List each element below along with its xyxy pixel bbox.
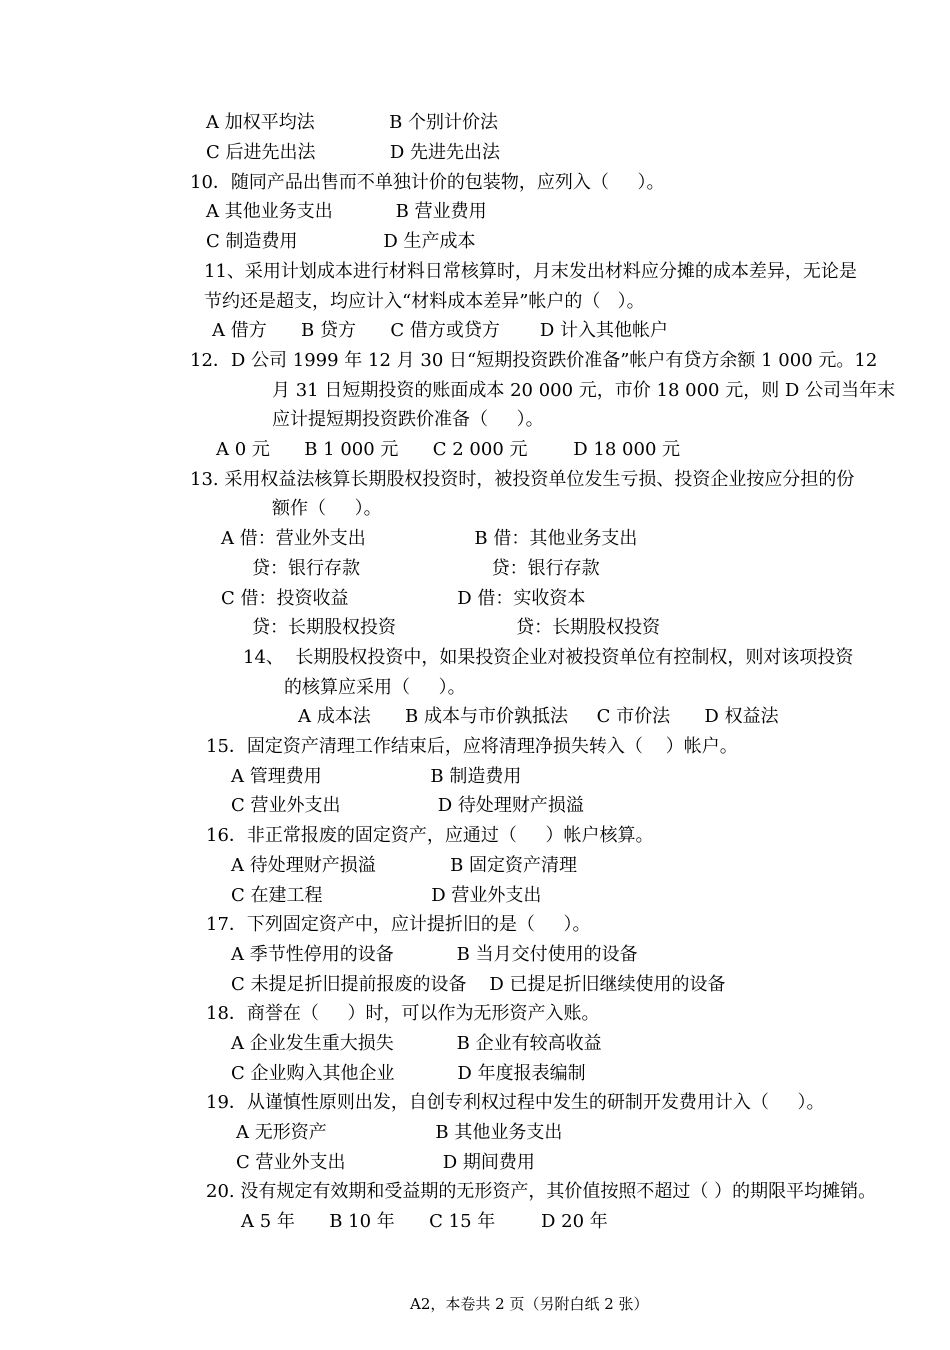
q19-options-ab: A 无形资产 B 其他业务支出 — [236, 1122, 563, 1143]
q17-options-ab: A 季节性停用的设备 B 当月交付使用的设备 — [231, 944, 638, 965]
q10-question: 10．随同产品出售而不单独计价的包装物，应列入（ ）。 — [190, 172, 665, 193]
q14-question-line2: 的核算应采用（ ）。 — [284, 677, 466, 698]
q10-options-cd: C 制造费用 D 生产成本 — [206, 231, 476, 252]
q11-options: A 借方 B 贷方 C 借方或贷方 D 计入其他帐户 — [212, 320, 669, 341]
q11-question-line1: 11、采用计划成本进行材料日常核算时，月末发出材料应分摊的成本差异，无论是 — [204, 261, 857, 282]
q17-options-cd: C 未提足折旧提前报废的设备 D 已提足折旧继续使用的设备 — [231, 974, 726, 995]
q11-question-line2: 节约还是超支，均应计入“材料成本差异”帐户的（ ）。 — [204, 291, 645, 312]
q19-question: 19．从谨慎性原则出发，自创专利权过程中发生的研制开发费用计入（ ）。 — [206, 1092, 825, 1113]
q9-options-cd: C 后进先出法 D 先进先出法 — [206, 142, 501, 163]
q18-question: 18．商誉在（ ）时，可以作为无形资产入账。 — [206, 1003, 600, 1024]
q13-question-line1: 13. 采用权益法核算长期股权投资时，被投资单位发生亏损、投资企业按应分担的份 — [190, 469, 855, 490]
q10-options-ab: A 其他业务支出 B 营业费用 — [206, 201, 487, 222]
q16-options-cd: C 在建工程 D 营业外支出 — [231, 885, 542, 906]
q12-question-line2: 月 31 日短期投资的账面成本 20 000 元，市价 18 000 元，则 D 公司当年末 — [272, 380, 896, 401]
q14-question-line1: 14、 长期股权投资中，如果投资企业对被投资单位有控制权，则对该项投资 — [243, 647, 854, 668]
q20-options: A 5 年 B 10 年 C 15 年 D 20 年 — [241, 1211, 608, 1232]
q13-options-ab-credit: 贷：银行存款 贷：银行存款 — [252, 558, 600, 579]
q9-options-ab: A 加权平均法 B 个别计价法 — [206, 112, 499, 133]
q15-options-ab: A 管理费用 B 制造费用 — [231, 766, 522, 787]
q13-options-cd-debit: C 借：投资收益 D 借：实收资本 — [221, 588, 586, 609]
q18-options-ab: A 企业发生重大损失 B 企业有较高收益 — [231, 1033, 602, 1054]
q12-question-line3: 应计提短期投资跌价准备（ ）。 — [272, 409, 544, 430]
q13-question-line2: 额作（ ）。 — [272, 498, 382, 519]
q12-options: A 0 元 B 1 000 元 C 2 000 元 D 18 000 元 — [216, 439, 681, 460]
q13-options-cd-credit: 贷：长期股权投资 贷：长期股权投资 — [252, 617, 661, 638]
q15-question: 15．固定资产清理工作结束后，应将清理净损失转入（ ）帐户。 — [206, 736, 738, 757]
q18-options-cd: C 企业购入其他企业 D 年度报表编制 — [231, 1063, 586, 1084]
q20-question: 20. 没有规定有效期和受益期的无形资产，其价值按照不超过（ ）的期限平均摊销。 — [206, 1181, 877, 1202]
q16-options-ab: A 待处理财产损溢 B 固定资产清理 — [231, 855, 578, 876]
q17-question: 17．下列固定资产中，应计提折旧的是（ ）。 — [206, 914, 591, 935]
q19-options-cd: C 营业外支出 D 期间费用 — [236, 1152, 535, 1173]
q12-question-line1: 12．D 公司 1999 年 12 月 30 日“短期投资跌价准备”帐户有贷方余额 1 000 元。12 — [190, 350, 878, 371]
q16-question: 16．非正常报废的固定资产，应通过（ ）帐户核算。 — [206, 825, 654, 846]
q15-options-cd: C 营业外支出 D 待处理财产损溢 — [231, 795, 584, 816]
q14-options: A 成本法 B 成本与市价孰抵法 C 市价法 D 权益法 — [298, 706, 779, 727]
q13-options-ab-debit: A 借：营业外支出 B 借：其他业务支出 — [221, 528, 638, 549]
page-footer: A2，本卷共 2 页（另附白纸 2 张） — [410, 1295, 649, 1313]
